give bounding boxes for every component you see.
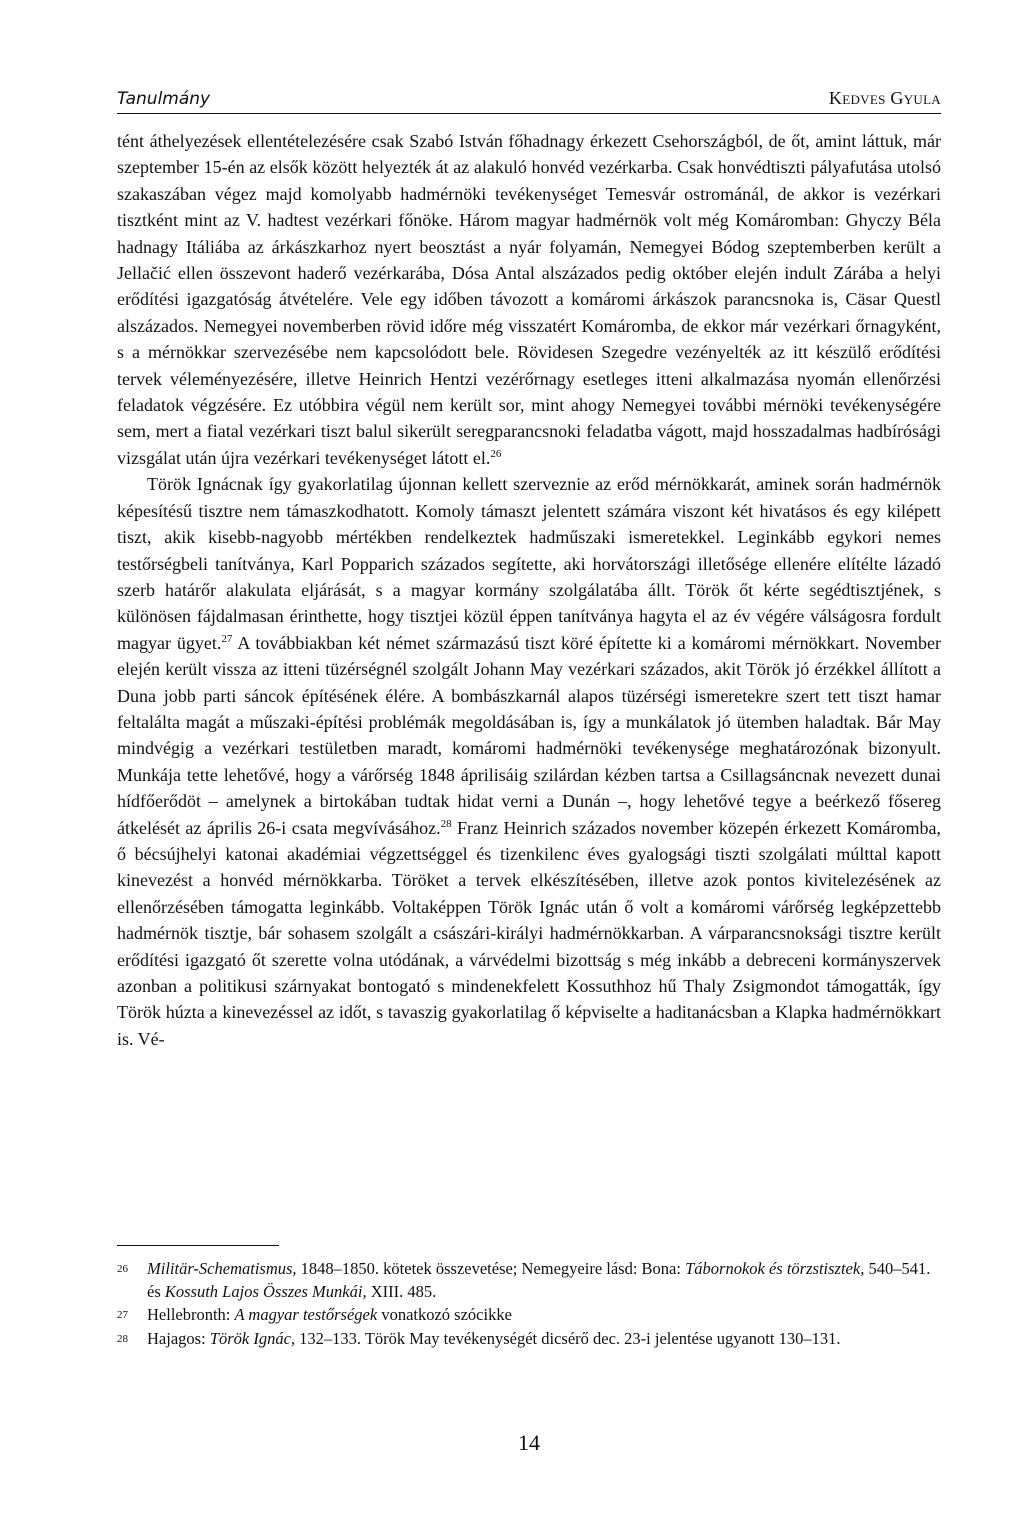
footnote-number: 28 [117, 1333, 128, 1345]
text-run: vonatkozó szócikke [377, 1305, 512, 1324]
footnotes [117, 1257, 941, 1351]
footnote-number: 27 [117, 1309, 128, 1321]
text-run: A továbbiakban két német származású tiszt köré építette ki a komáromi mérnökkart. November elején került vissza az itteni tüzérségnél szolgált Johann May vezérkari százados, akit Török jó érzékkel állított a Duna jobb parti sáncok építésének élére. A bombászkarnál alapos tüzérségi ismeretekre szert tett tiszt hamar feltalálta magát a műszaki-építési problémák megoldásában is, így a munkálatok jó ütemben haladtak. Bár May mindvégig a vezérkari testületben maradt, komáromi hadmérnöki tevékenysége meghatározónak bizonyult. Munkája tette lehetővé, hogy a várőrség 1848 áprilisáig szilárdan kézben tartsa a Csillagsáncnak nevezett dunai hídfőerődöt – amelynek a birtokában tudtak hidat verni a Dunán –, hogy lehetővé tegye a beérkező fősereg átkelését az április 26-i csata megvívásához. [117, 632, 941, 838]
footnote-27 [117, 1303, 941, 1327]
italic-text: A magyar testőrségek [234, 1305, 378, 1324]
header-author: Kedves Gyula [828, 88, 941, 108]
paragraph-2 [117, 471, 941, 1052]
text-run: 1848–1850. kötetek összevetése; Nemegyeire lásd: Bona: [296, 1259, 686, 1278]
text-run: 132–133. Török May tevékenységét dicsérő dec. 23-i jelentése ugyanott 130–131. [295, 1329, 841, 1348]
header-section-title: Tanulmány [117, 89, 211, 109]
page [117, 0, 941, 1515]
text-run: 540–541. és [147, 1259, 931, 1301]
italic-text: Militär-Schematismus, [147, 1259, 297, 1278]
footnote-text [147, 1257, 941, 1303]
text-run: Hajagos: [147, 1329, 210, 1348]
footnote-ref: 28 [440, 817, 452, 830]
text-run: Török Ignácnak így gyakorlatilag újonnan kellett szerveznie az erőd mérnökkarát, aminek során hadmérnök képesítésű tisztre nem támaszkodhatott. Komoly támaszt jelentett számára viszont két hivatásos és egy kilépett tiszt, akik kisebb-nagyobb mértékben rendelkeztek hadműszaki ismeretekkel. Leginkább egykori nemes testőrségbeli tanítványa, Karl Popparich százados segítette, aki horvátországi illetősége ellenére elítélte lázadó szerb határőr alakulata eljárását, s a magyar kormány szolgálatába állt. Török őt kérte segédtisztjének, s különösen fájdalmasan érinthette, hogy tisztjei közül éppen tanítványa hagyta el az év végére válságosra fordult magyar ügyet. [117, 474, 941, 653]
body-text [117, 128, 941, 1052]
footnote-number: 26 [117, 1263, 128, 1275]
footnote-ref: 27 [221, 632, 233, 645]
text-run: Hellebronth: [147, 1305, 235, 1324]
footnote-26 [117, 1257, 941, 1303]
text-run: tént áthelyezések ellentételezésére csak Szabó István főhadnagy érkezett Csehországból, de őt, amint láttuk, már szeptember 15-én az elsők között helyezték át az alakuló honvéd vezérkarba. Csak honvédtiszti pályafutása utolsó szakaszában végez majd komolyabb hadmérnöki tevékenységet Temesvár ostrománál, de akkor is vezérkari tisztként mint az V. hadtest vezérkari főnöke. Három magyar hadmérnök volt még Komáromban: Ghyczy Béla hadnagy Itáliába az árkászkarhoz nyert beosztást a nyár folyamán, Nemegyei Bódog szeptemberben került a Jellačić ellen összevont haderő vezérkarába, Dósa Antal alszázados pedig október elején indult Zárába a helyi erődítési igazgatóság átvételére. Vele egy időben távozott a komáromi árkászok parancsnoka is, Cäsar Questl alszázados. Nemegyei novemberben rövid időre még visszatért Komáromba, de ekkor már vezérkari őrnagyként, s a mérnökkar szervezésébe nem kapcsolódott bele. Rövidesen Szegedre vezényelték az itt készülő erődítési tervek véleményezésére, illetve Heinrich Hentzi vezérőrnagy esetleges itteni alkalmazása nyomán ellenőrzési feladatok végzésére. Ez utóbbira végül nem került sor, mint ahogy Nemegyei további mérnöki tevékenységére sem, mert a fiatal vezérkari tiszt balul sikerült seregparancsnoki feladatba vágott, majd hosszadalmas hadbírósági vizsgálat után újra vezérkari tevékenységet látott el. [117, 131, 941, 468]
text-run: XIII. 485. [366, 1282, 437, 1301]
page-number: 14 [518, 1430, 540, 1455]
footnote-text [147, 1303, 941, 1327]
paragraph-1 [117, 128, 941, 471]
footnote-ref: 26 [490, 447, 502, 460]
italic-text: Tábornokok és törzstisztek, [685, 1259, 865, 1278]
running-header [117, 88, 941, 114]
italic-text: Török Ignác, [209, 1329, 296, 1348]
footnote-28 [117, 1327, 941, 1351]
footnote-rule [117, 1245, 279, 1246]
footnote-text [147, 1327, 941, 1351]
italic-text: Kossuth Lajos Összes Munkái, [164, 1282, 367, 1301]
text-run: Franz Heinrich százados november közepén érkezett Komáromba, ő bécsújhelyi katonai akadémiai végzettséggel és tizenkilenc éves gyalogsági tiszti szolgálati múlttal kapott kinevezést a honvéd mérnökkarba. Töröket a tervek elkészítésében, illetve azok pontos kivitelezésének az ellenőrzésében támogatta leginkább. Voltaképpen Török Ignác után ő volt a komáromi várőrség legképzettebb hadmérnök tisztje, bár sohasem szolgált a császári-királyi hadmérnökkarban. A várparancsnoksági tisztre került erődítési igazgató őt szerette volna utódának, a várvédelmi bizottság s még inkább a debreceni kormányszervek azonban a politikusi szárnyakat bontogató s mindenekfelett Kossuthhoz hű Thaly Zsigmondot támogatták, így Török húzta a kinevezéssel az időt, s tavaszig gyakorlatilag ő képviselte a haditanácsban a Klapka hadmérnökkart is. Vé- [117, 817, 941, 1049]
